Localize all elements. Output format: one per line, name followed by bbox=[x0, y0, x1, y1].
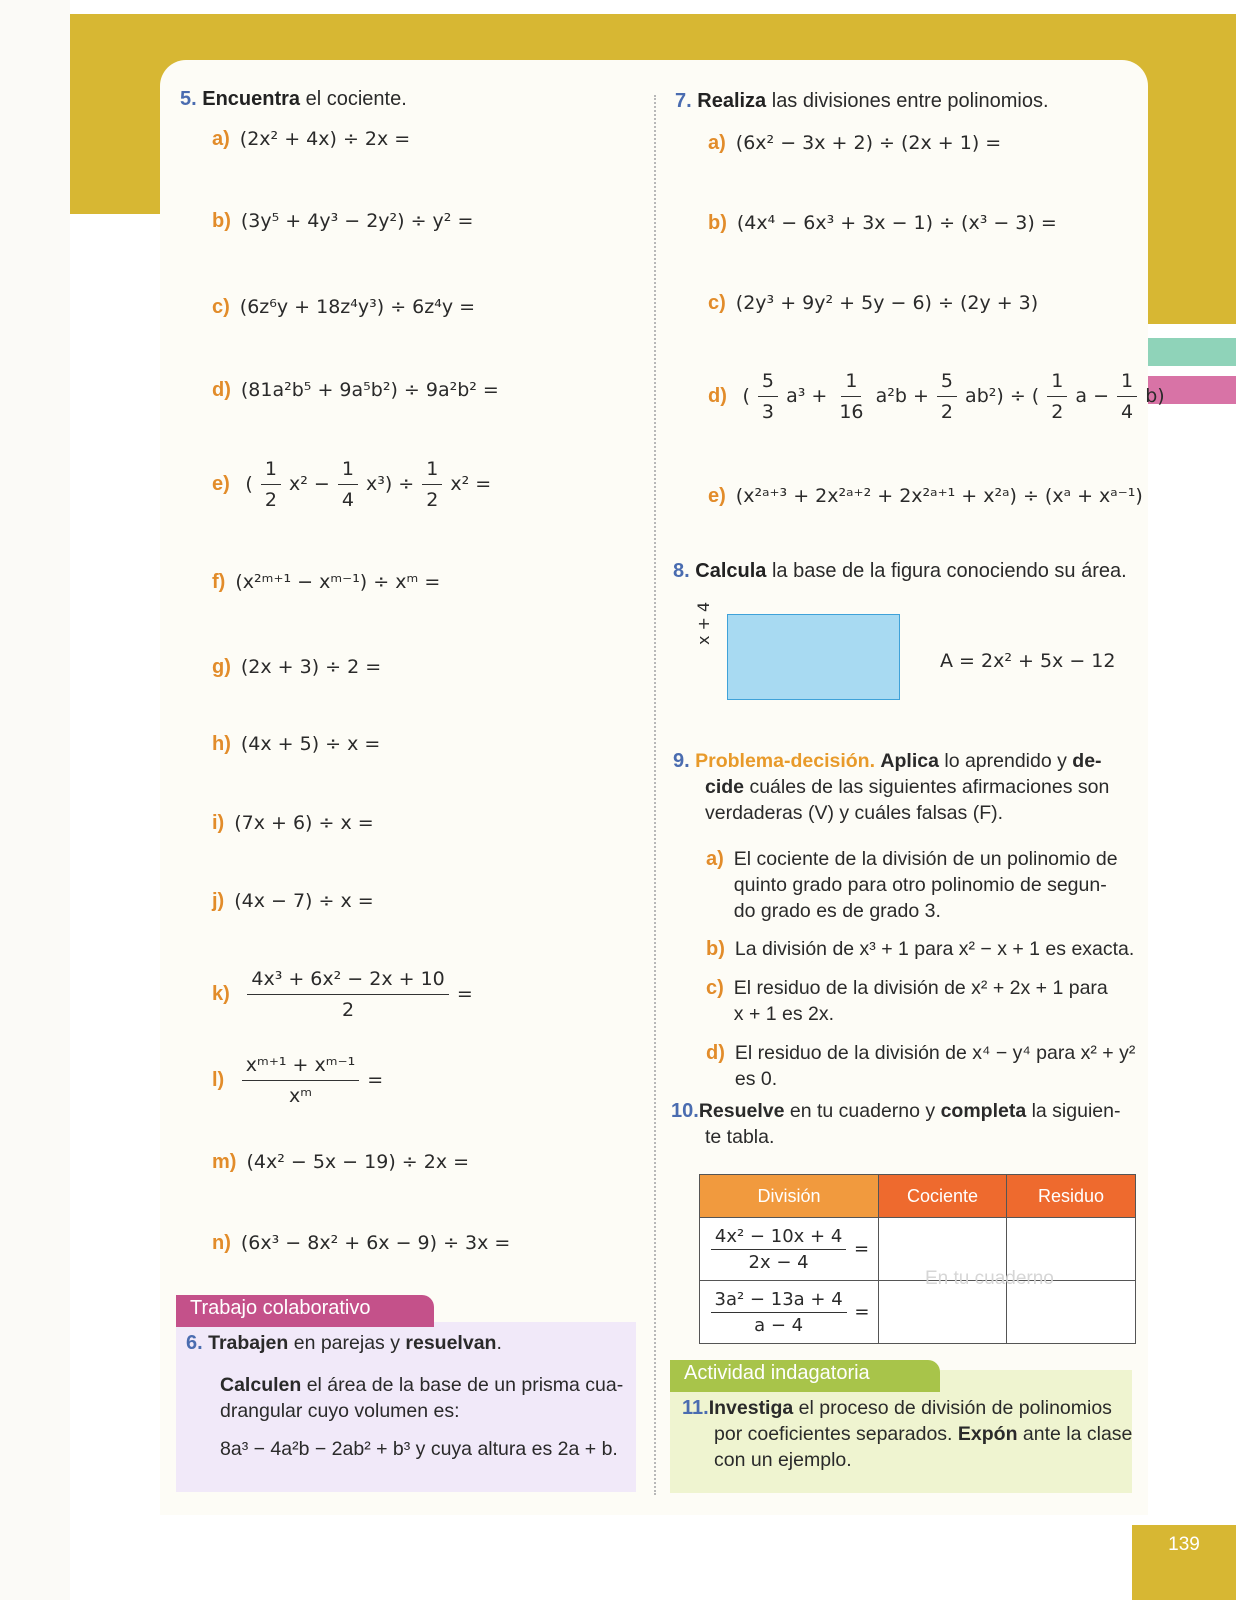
fraction bbox=[338, 456, 358, 513]
text: por coeficientes separados. bbox=[714, 1423, 958, 1445]
exercise-5-item-i bbox=[212, 810, 374, 836]
text: lo aprendido y bbox=[938, 750, 1073, 772]
division-cell bbox=[700, 1218, 879, 1281]
numerator: 5 bbox=[937, 368, 957, 397]
item-label: c) bbox=[212, 296, 230, 318]
exercise-5-item-k bbox=[212, 966, 473, 1023]
item-label: l) bbox=[212, 1069, 225, 1091]
item-expression bbox=[245, 458, 492, 511]
item-label: a) bbox=[708, 132, 726, 154]
exercise-5-item-c bbox=[212, 294, 475, 320]
column-divider bbox=[654, 95, 656, 1495]
exercise-verb: Calculen bbox=[220, 1374, 302, 1396]
column-header: Residuo bbox=[1007, 1175, 1136, 1218]
table-row bbox=[700, 1281, 1136, 1344]
exercise-8-heading bbox=[673, 558, 1127, 584]
exercise-11-body bbox=[682, 1395, 1132, 1473]
exercise-verb: Investiga bbox=[708, 1397, 794, 1419]
exercise-5-item-d bbox=[212, 377, 499, 403]
text: El residuo de la división de x² + 2x + 1 para bbox=[733, 977, 1108, 999]
fraction bbox=[937, 368, 957, 425]
fraction bbox=[1117, 368, 1137, 425]
text: quinto grado para otro polinomio de segun- bbox=[733, 874, 1107, 896]
denominator: 2x − 4 bbox=[748, 1251, 809, 1273]
band-title: Actividad indagatoria bbox=[684, 1362, 870, 1384]
item-expression: (6z⁶y + 18z⁴y³) ÷ 6z⁴y = bbox=[239, 296, 476, 318]
exercise-number: 11. bbox=[682, 1397, 709, 1419]
denominator: 4 bbox=[1121, 401, 1134, 423]
item-expression: (81a²b⁵ + 9a⁵b²) ÷ 9a²b² = bbox=[240, 379, 499, 401]
item-label: f) bbox=[212, 571, 226, 593]
item-expression: (2x + 3) ÷ 2 = bbox=[240, 656, 382, 678]
denominator: xᵐ bbox=[288, 1085, 313, 1107]
collaborative-work-band bbox=[176, 1295, 434, 1327]
exercise-number: 7. bbox=[675, 90, 692, 112]
text: el proceso de división de polinomios bbox=[793, 1397, 1112, 1419]
right-color-band bbox=[1148, 14, 1236, 324]
division-table bbox=[699, 1174, 1136, 1344]
inquiry-activity-band bbox=[670, 1360, 940, 1392]
exercise-7-item-c bbox=[708, 290, 1038, 316]
text: x + 1 es 2x. bbox=[733, 1003, 835, 1025]
denominator: 2 bbox=[342, 999, 355, 1021]
item-expression bbox=[742, 370, 1165, 423]
item-label: c) bbox=[708, 292, 726, 314]
term: b) bbox=[1145, 385, 1165, 407]
exercise-number: 10. bbox=[671, 1100, 699, 1122]
notebook-watermark: En tu cuaderno bbox=[925, 1268, 1054, 1289]
item-label: c) bbox=[706, 977, 724, 999]
item-expression: (4x − 7) ÷ x = bbox=[234, 890, 374, 912]
problem-tag: Problema-decisión. bbox=[695, 750, 875, 772]
text: con un ejemplo. bbox=[714, 1449, 852, 1471]
column-header: Cociente bbox=[879, 1175, 1007, 1218]
numerator: 4x³ + 6x² − 2x + 10 bbox=[247, 966, 448, 995]
fraction bbox=[242, 1052, 359, 1109]
item-expression bbox=[240, 1054, 384, 1107]
exercise-5-heading bbox=[180, 86, 407, 112]
text: . bbox=[496, 1332, 502, 1354]
item-label: d) bbox=[708, 385, 727, 407]
text: te tabla. bbox=[705, 1126, 775, 1148]
item-label: k) bbox=[212, 983, 230, 1005]
denominator: 2 bbox=[426, 489, 439, 511]
item-expression: (7x + 6) ÷ x = bbox=[234, 812, 374, 834]
fraction bbox=[711, 1226, 846, 1273]
text: El residuo de la división de x⁴ − y⁴ para x² + y² bbox=[734, 1042, 1136, 1064]
term: x² = bbox=[450, 473, 492, 495]
exercise-5-item-f bbox=[212, 569, 440, 595]
equals-sign: = bbox=[854, 1301, 870, 1322]
paren: ( bbox=[742, 385, 750, 407]
numerator: 1 bbox=[1117, 368, 1137, 397]
term: ab²) ÷ ( bbox=[965, 385, 1040, 407]
exercise-5-item-a bbox=[212, 126, 410, 152]
fraction bbox=[711, 1289, 847, 1336]
item-expression: (x²ᵃ⁺³ + 2x²ᵃ⁺² + 2x²ᵃ⁺¹ + x²ᵃ) ÷ (xᵃ + xᵃ⁻¹) bbox=[735, 485, 1143, 507]
exercise-verb: Calcula bbox=[695, 560, 767, 582]
area-formula: A = 2x² + 5x − 12 bbox=[940, 650, 1116, 672]
exercise-9-item-d bbox=[706, 1040, 1135, 1092]
term: x³) ÷ bbox=[365, 473, 415, 495]
text: en tu cuaderno y bbox=[784, 1100, 941, 1122]
column-header: División bbox=[700, 1175, 879, 1218]
item-label: a) bbox=[706, 848, 724, 870]
item-label: d) bbox=[212, 379, 231, 401]
exercise-6-body bbox=[220, 1372, 623, 1462]
band-title: Trabajo colaborativo bbox=[190, 1297, 371, 1319]
item-label: g) bbox=[212, 656, 231, 678]
exercise-number: 9. bbox=[673, 750, 690, 772]
page-number bbox=[1132, 1525, 1236, 1600]
paren: ( bbox=[245, 473, 253, 495]
text: drangular cuyo volumen es: bbox=[220, 1400, 460, 1422]
item-label: b) bbox=[706, 938, 725, 960]
numerator: 5 bbox=[758, 368, 778, 397]
fraction bbox=[835, 368, 867, 425]
exercise-5-item-b bbox=[212, 208, 473, 234]
exercise-number: 5. bbox=[180, 88, 197, 110]
exercise-9-item-a bbox=[706, 846, 1118, 924]
exercise-9-heading bbox=[673, 748, 1133, 826]
exercise-5-item-e bbox=[212, 456, 491, 513]
exercise-7-item-b bbox=[708, 210, 1057, 236]
text: cuáles de las siguientes afirmaciones son bbox=[744, 776, 1110, 798]
denominator: 3 bbox=[761, 401, 775, 423]
item-label: h) bbox=[212, 733, 231, 755]
page-margin bbox=[0, 0, 70, 1600]
text: el área de la base de un prisma cua- bbox=[301, 1374, 624, 1396]
exercise-verb: de- bbox=[1072, 750, 1102, 772]
exercise-verb: Encuentra bbox=[202, 88, 301, 110]
denominator: 16 bbox=[839, 401, 864, 423]
denominator: 4 bbox=[341, 489, 354, 511]
exercise-verb: completa bbox=[940, 1100, 1027, 1122]
item-label: b) bbox=[212, 210, 231, 232]
exercise-9-item-b bbox=[706, 936, 1134, 962]
exercise-instruction: las divisiones entre polinomios. bbox=[766, 90, 1049, 112]
item-label: a) bbox=[212, 128, 230, 150]
item-expression: (3y⁵ + 4y³ − 2y²) ÷ y² = bbox=[240, 210, 474, 232]
item-expression: (2x² + 4x) ÷ 2x = bbox=[239, 128, 411, 150]
item-label: n) bbox=[212, 1232, 231, 1254]
text: El cociente de la división de un polinomio de bbox=[733, 848, 1118, 870]
item-label: j) bbox=[212, 890, 225, 912]
numerator: 1 bbox=[261, 456, 281, 485]
item-expression: (6x² − 3x + 2) ÷ (2x + 1) = bbox=[735, 132, 1002, 154]
text: la siguien- bbox=[1026, 1100, 1121, 1122]
exercise-number: 8. bbox=[673, 560, 690, 582]
term: a³ + bbox=[786, 385, 828, 407]
table-row bbox=[700, 1218, 1136, 1281]
equals-sign: = bbox=[456, 983, 473, 1005]
item-label: d) bbox=[706, 1042, 725, 1064]
text: La división de x³ + 1 para x² − x + 1 es exacta. bbox=[734, 938, 1135, 960]
term: a − bbox=[1075, 385, 1109, 407]
equals-sign: = bbox=[367, 1069, 384, 1091]
text: en parejas y bbox=[288, 1332, 406, 1354]
fraction bbox=[247, 966, 448, 1023]
item-label: m) bbox=[212, 1151, 237, 1173]
item-expression: (4x² − 5x − 19) ÷ 2x = bbox=[246, 1151, 470, 1173]
section-tab-green bbox=[1148, 338, 1236, 366]
exercise-5-item-m bbox=[212, 1149, 469, 1175]
text: do grado es de grado 3. bbox=[733, 900, 941, 922]
exercise-instruction: la base de la figura conociendo su área. bbox=[766, 560, 1127, 582]
rectangle-side-label bbox=[694, 602, 713, 645]
side-label-text: x + 4 bbox=[694, 601, 713, 645]
exercise-10-heading bbox=[671, 1098, 1120, 1150]
exercise-verb: Aplica bbox=[880, 750, 939, 772]
text: ante la clase bbox=[1017, 1423, 1133, 1445]
exercise-instruction: el cociente. bbox=[300, 88, 407, 110]
exercise-7-item-a bbox=[708, 130, 1001, 156]
rectangle-figure bbox=[727, 614, 900, 700]
exercise-number: 6. bbox=[186, 1332, 203, 1354]
item-label: e) bbox=[708, 485, 726, 507]
numerator: xᵐ⁺¹ + xᵐ⁻¹ bbox=[242, 1052, 359, 1081]
page-number-text: 139 bbox=[1168, 1534, 1200, 1555]
item-expression bbox=[245, 968, 473, 1021]
division-cell bbox=[700, 1281, 879, 1344]
text: 8a³ − 4a²b − 2ab² + b³ y cuya altura es 2a + b. bbox=[220, 1438, 618, 1460]
fraction bbox=[1047, 368, 1067, 425]
table-header-row bbox=[700, 1175, 1136, 1218]
exercise-verb: Expón bbox=[957, 1423, 1018, 1445]
item-expression: (4x⁴ − 6x³ + 3x − 1) ÷ (x³ − 3) = bbox=[736, 212, 1057, 234]
numerator: 3a² − 13a + 4 bbox=[711, 1289, 847, 1313]
fraction bbox=[758, 368, 778, 425]
denominator: 2 bbox=[1051, 401, 1064, 423]
exercise-verb: Trabajen bbox=[208, 1332, 289, 1354]
term: a²b + bbox=[875, 385, 929, 407]
item-label: b) bbox=[708, 212, 727, 234]
equals-sign: = bbox=[854, 1238, 870, 1259]
exercise-7-item-e bbox=[708, 483, 1143, 509]
exercise-7-item-d bbox=[708, 368, 1165, 425]
item-expression: (x²ᵐ⁺¹ − xᵐ⁻¹) ÷ xᵐ = bbox=[235, 571, 441, 593]
denominator: 2 bbox=[940, 401, 953, 423]
denominator: 2 bbox=[264, 489, 277, 511]
exercise-verb: cide bbox=[705, 776, 745, 798]
item-label: e) bbox=[212, 473, 230, 495]
numerator: 1 bbox=[422, 456, 442, 485]
numerator: 4x² − 10x + 4 bbox=[711, 1226, 846, 1250]
exercise-6-heading bbox=[186, 1330, 502, 1356]
fraction bbox=[261, 456, 281, 513]
exercise-5-item-h bbox=[212, 731, 380, 757]
numerator: 1 bbox=[841, 368, 861, 397]
exercise-verb: Resuelve bbox=[698, 1100, 785, 1122]
fraction bbox=[422, 456, 442, 513]
text: verdaderas (V) y cuáles falsas (F). bbox=[705, 802, 1004, 824]
exercise-7-heading bbox=[675, 88, 1049, 114]
numerator: 1 bbox=[1047, 368, 1067, 397]
item-expression: (2y³ + 9y² + 5y − 6) ÷ (2y + 3) bbox=[735, 292, 1039, 314]
exercise-9-item-c bbox=[706, 975, 1108, 1027]
item-label: i) bbox=[212, 812, 225, 834]
exercise-verb: Realiza bbox=[697, 90, 767, 112]
text: es 0. bbox=[734, 1068, 778, 1090]
item-expression: (6x³ − 8x² + 6x − 9) ÷ 3x = bbox=[240, 1232, 511, 1254]
term: x² − bbox=[288, 473, 330, 495]
exercise-verb: resuelvan bbox=[405, 1332, 497, 1354]
numerator: 1 bbox=[338, 456, 358, 485]
exercise-5-item-l bbox=[212, 1052, 383, 1109]
denominator: a − 4 bbox=[754, 1314, 804, 1336]
exercise-5-item-g bbox=[212, 654, 381, 680]
item-expression: (4x + 5) ÷ x = bbox=[240, 733, 381, 755]
exercise-5-item-j bbox=[212, 888, 374, 914]
exercise-5-item-n bbox=[212, 1230, 510, 1256]
